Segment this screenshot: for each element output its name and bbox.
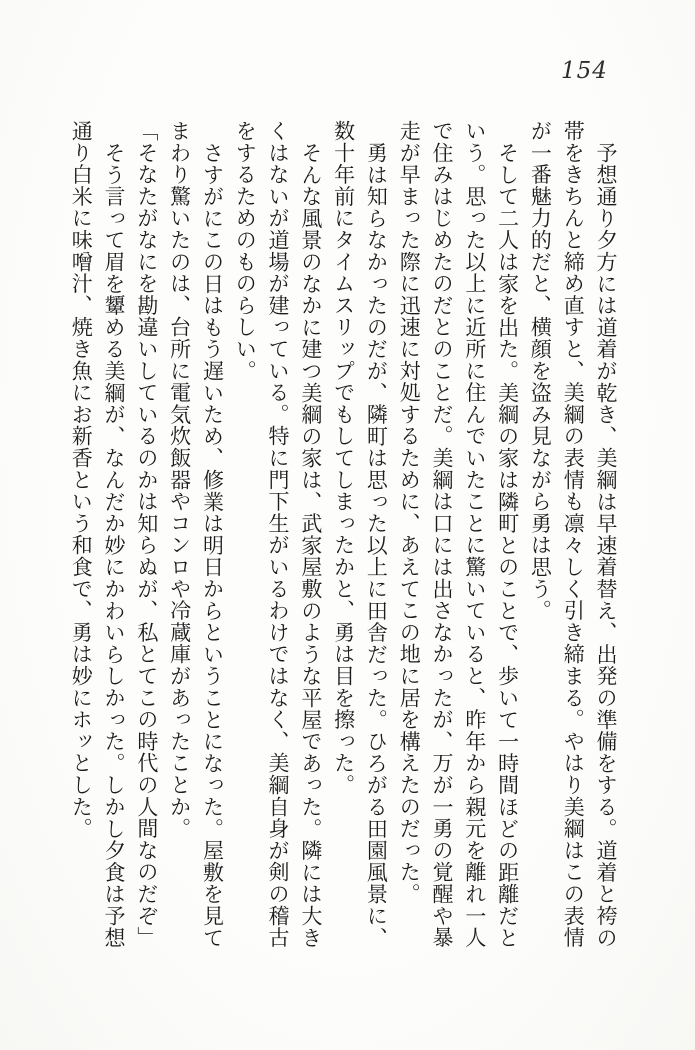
paragraph: そう言って眉を顰める美綱が、なんだか妙にかわいらしかった。しかし夕食は予想通り白米に味噌汁、焼き魚にお新香という和食で、勇は妙にホッとした。	[69, 120, 127, 949]
paragraph: 「そなたがなにを勘違いしているのかは知らぬが、私とてこの時代の人間なのだぞ」	[134, 120, 159, 949]
paragraph: そして二人は家を出た。美綱の家は隣町とのことで、歩いて一時間ほどの距離だという。思った以上に近所に住んでいたことに驚いていると、昨年から親元を離れ一人で住みはじめたのだとのことだ。美綱は口には出さなかったが、万が一勇の覚醒や暴走が早まった際に迅速に対処するために、あえてこの地に居を構えたのだった。	[397, 120, 520, 949]
paragraph: そんな風景のなかに建つ美綱の家は、武家屋敷のような平屋であった。隣には大きくはないが道場が建っている。特に門下生がいるわけではなく、美綱自身が剣の稽古をするためのものらしい。	[233, 120, 323, 949]
page-number: 154	[561, 58, 608, 84]
paragraph: さすがにこの日はもう遅いため、修業は明日からということになった。屋敷を見てまわり驚いたのは、台所に電気炊飯器やコンロや冷蔵庫があったことか。	[167, 120, 225, 949]
body-text	[64, 120, 622, 951]
paragraph: 勇は知らなかったのだが、隣町は思った以上に田舎だった。ひろがる田園風景に、数十年前にタイムスリップでもしてしまったかと、勇は目を擦った。	[331, 120, 389, 949]
paragraph: 予想通り夕方には道着が乾き、美綱は早速着替え、出発の準備をする。道着と袴の帯をきちんと締め直すと、美綱の表情も凛々しく引き締まる。やはり美綱はこの表情が一番魅力的だと、横顔を盗み見ながら勇は思う。	[528, 120, 618, 949]
